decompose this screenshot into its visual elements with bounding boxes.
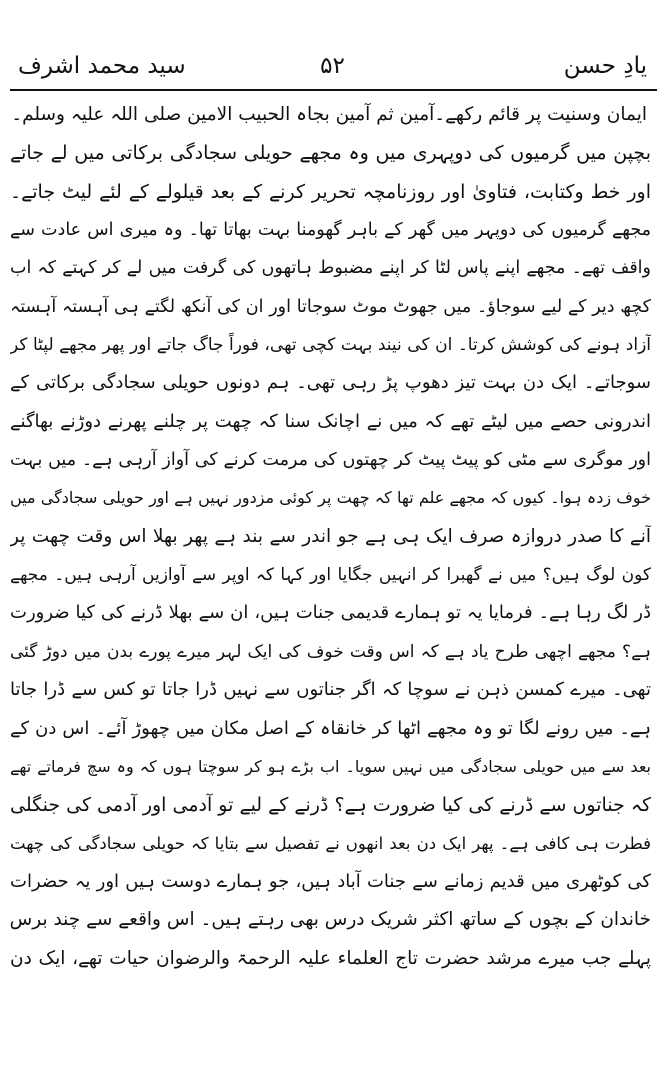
body-text	[10, 96, 651, 978]
book-title: یادِ حسن	[563, 53, 647, 79]
text-line: خاندان کے بچوں کے ساتھ اکثر شریک درس بھی رہتے ہیں۔ اس واقعے سے چند برس	[10, 909, 651, 931]
page-number: ۵۲	[320, 53, 345, 79]
text-line: ہے؟ مجھے اچھی طرح یاد ہے کہ اس وقت خوف کی ایک لہر میرے پورے بدن میں دوڑ گئی	[10, 641, 651, 662]
text-line: کون لوگ ہیں؟ میں نے گھبرا کر انہیں جگایا اور کہا کہ اوپر سے آوازیں آرہی ہیں۔ مجھے	[10, 565, 651, 586]
text-line: ڈر لگ رہا ہے۔ فرمایا یہ تو ہمارے قدیمی جنات ہیں، ان سے بھلا ڈرنے کی کیا ضرورت	[10, 602, 651, 624]
header-rule	[10, 89, 657, 91]
text-line: پہلے جب میرے مرشد حضرت تاج العلماء علیہ الرحمۃ والرضوان حیات تھے، ایک دن	[10, 947, 651, 969]
text-line: اور موگری سے مٹی کو پیٹ پیٹ کر چھتوں کی مرمت کرنے کی آواز آرہی ہے۔ میں بہت	[10, 450, 651, 471]
text-line: مجھے گرمیوں کی دوپہر میں گھر کے باہر گھومنا بہت بھاتا تھا۔ وہ میری اس عادت سے	[10, 220, 651, 241]
text-line: کہ جناتوں سے ڈرنے کی کیا ضرورت ہے؟ ڈرنے کے لیے تو آدمی اور آدمی کی جنگلی	[10, 794, 651, 817]
text-line: کی کوٹھری میں قدیم زمانے سے جنات آباد ہیں، جو ہمارے دوست ہیں اور یہ حضرات	[10, 870, 651, 892]
text-line: ایمان وسنیت پر قائم رکھے۔آمین ثم آمین بجاہ الحبیب الامین صلی اللہ علیہ وسلم۔	[11, 104, 647, 125]
text-line: آنے کا صدر دروازہ صرف ایک ہی ہے جو اندر سے بند ہے پھر بھلا اس وقت چھت پر	[10, 525, 651, 547]
text-line: واقف تھے۔ مجھے اپنے پاس لٹا کر اپنے مضبوط ہاتھوں کی گرفت میں لے کر کہتے کہ اب	[10, 258, 651, 279]
text-line: کچھ دیر کے لیے سوجاؤ۔ میں جھوٹ موٹ سوجاتا اور ان کی آنکھ لگتے ہی آہستہ آہستہ	[10, 296, 651, 317]
text-line: سوجاتے۔ ایک دن بہت تیز دھوپ پڑ رہی تھی۔ ہم دونوں حویلی سجادگی برکاتی کے	[10, 372, 651, 394]
text-line: اندرونی حصے میں لیٹے تھے کہ میں نے اچانک سنا کہ چھت پر چلنے پھرنے دوڑنے بھاگنے	[10, 410, 651, 432]
text-line: ہے۔ میں رونے لگا تو وہ مجھے اٹھا کر خانقاہ کے اصل مکان میں چھوڑ آئے۔ اس دن کے	[10, 717, 651, 739]
text-line: بچپن میں گرمیوں کی دوپہری میں وہ مجھے حویلی سجادگی برکاتی میں لے جاتے	[10, 142, 651, 165]
text-line: خوف زدہ ہوا۔ کیوں کہ مجھے علم تھا کہ چھت پر کوئی مزدور نہیں ہے اور حویلی سجادگی میں	[10, 488, 651, 508]
text-line: اور خط وکتابت، فتاویٰ اور روزنامچہ تحریر کرنے کے بعد قیلولے کے لئے لیٹ جاتے۔	[10, 180, 651, 203]
text-line: بعد سے میں حویلی سجادگی میں نہیں سویا۔ اب بڑے ہو کر سوچتا ہوں کہ وہ سچ فرماتے تھے	[10, 756, 651, 776]
author-name: سید محمد اشرف	[18, 53, 186, 79]
text-line: آزاد ہونے کی کوشش کرتا۔ ان کی نیند بہت کچی تھی، فوراً جاگ جاتے اور پھر مجھے لپٹا کر	[10, 335, 651, 356]
text-line: تھی۔ میرے کمسن ذہن نے سوچا کہ اگر جناتوں سے نہیں ڈرا جاتا تو کس سے ڈرا جاتا	[10, 679, 651, 701]
running-header	[12, 45, 653, 89]
text-line: فطرت ہی کافی ہے۔ پھر ایک دن بعد انھوں نے تفصیل سے بتایا کہ حویلی سجادگی کی چھت	[10, 833, 651, 853]
